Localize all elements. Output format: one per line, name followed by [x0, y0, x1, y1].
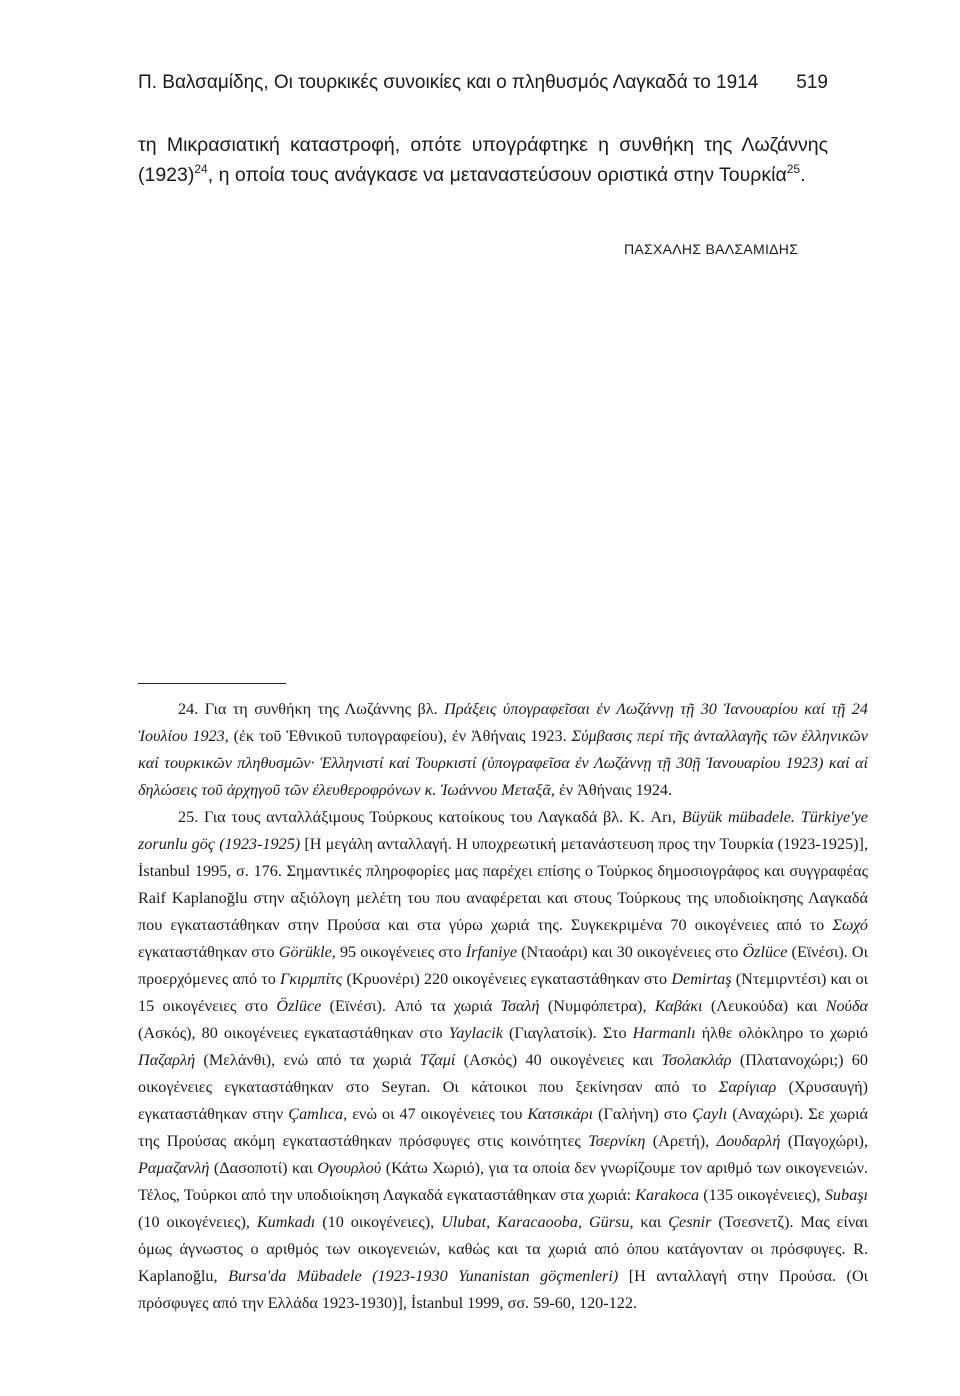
footnote-text: εγκαταστάθηκαν στο: [138, 943, 279, 961]
place-name: Karakoca: [635, 1186, 700, 1204]
footnote-text: (10 οικογένειες),: [138, 1213, 257, 1231]
place-name: Özlüce: [742, 943, 788, 961]
place-name: Harmanlı: [632, 1024, 696, 1042]
footnote-rule: [138, 683, 286, 684]
footnote-text: (Εϊνέσι). Από τα χωριά: [321, 997, 501, 1015]
footnote-text: (Τσεσνετζ). Μας είναι όμως άγνωστος ο αριθμός των οικογενειών, καθώς και τα χωριά από όπου κατάγονταν οι πρόσφυγες. R. Kaplanoğlu,: [138, 1213, 868, 1285]
place-name: Τζαμί: [419, 1051, 456, 1069]
footnote-ref-24[interactable]: 24: [194, 162, 208, 176]
place-name: Çesnir: [668, 1213, 712, 1231]
footnote-24: [138, 696, 868, 804]
footnote-text: Για τη συνθήκη της Λωζάννης βλ.: [204, 700, 445, 718]
footnote-text: (Μελάνθι), ενώ από τα χωριά: [195, 1051, 420, 1069]
footnote-text: (Αναχώρι). Σε χωριά της Προύσας ακόμη εγκαταστάθηκαν πρόσφυγες στις κοινότητες: [138, 1105, 868, 1150]
footnote-text: (Νταοάρι) και 30 οικογένειες στο: [517, 943, 743, 961]
place-name: Subaşı: [824, 1186, 868, 1204]
footnote-text: (Παγοχώρι),: [780, 1132, 868, 1150]
place-name: Νούδα: [825, 997, 868, 1015]
footnote-25: [138, 804, 868, 1317]
place-name: Γκιρμπίτς: [280, 970, 343, 988]
footnote-text: Για τους ανταλλάξιμους Τούρκους κατοίκους του Λαγκαδά βλ. Κ. Arı,: [203, 808, 682, 826]
place-name: Καβάκι: [654, 997, 703, 1015]
footnote-title: Σύμβασις περί τῆς ἀνταλλαγῆς τῶν ἑλληνικῶν καί τουρκικῶν πληθυσμῶν· Ἑλληνιστί καί Τουρκιστί (ὑπογραφεῖσα ἐν Λωζάννῃ τῇ 30ῇ Ἰανουαρίου 1923) καί αἱ δηλώσεις τοῦ ἀρχηγοῦ τῶν ἐλευθεροφρόνων κ. Ἰωάννου Μεταξᾶ: [138, 727, 868, 799]
footnote-text: , και: [629, 1213, 669, 1231]
footnote-text: , ενώ οι 47 οικογένειες του: [343, 1105, 528, 1123]
place-name: Κατσικάρι: [527, 1105, 594, 1123]
place-name: Görükle: [278, 943, 332, 961]
footnote-text: [Η μεγάλη ανταλλαγή. Η υποχρεωτική μετανάστευση προς την Τουρκία (1923-1925)], İstanbul 1995, σ. 176. Σημαντικές πληροφορίες μας παρέχει επίσης ο Τούρκος δημοσιογράφος και συγγραφέας Raif Kaplanoğlu στην αξιόλογη μελέτη του που αναφέρεται και στους Τούρκους της υποδιοίκησης Λαγκαδά που εγκαταστάθηκαν στην Προύσα και στα γύρω χωριά της. Συγκεκριμένα 70 οικογένειες από το: [138, 835, 868, 934]
page-number: 519: [796, 72, 828, 93]
footnote-title: Bursa'da Mübadele (1923-1930 Yunanistan göçmenleri): [228, 1267, 619, 1285]
body-paragraph: [138, 130, 828, 190]
footnote-text: (Χρυσαυγή) εγκαταστάθηκαν στην: [138, 1078, 869, 1123]
place-name: Çamlıca: [288, 1105, 344, 1123]
place-name: Ογουρλού: [317, 1159, 382, 1177]
running-head-title: Π. Βαλσαμίδης, Οι τουρκικές συνοικίες και ο πληθυσμός Λαγκαδά το 1914: [138, 72, 759, 93]
body-text-3: .: [800, 164, 806, 186]
footnote-text: (Πλατανοχώρι;) 60 οικογένειες εγκαταστάθηκαν στο Seyran. Οι κάτοικοι που ξεκίνησαν από το: [138, 1051, 868, 1096]
place-name: İrfaniye: [465, 943, 518, 961]
place-name: Σαρίγιαρ: [718, 1078, 777, 1096]
footnote-text: (Γιαγλατσίκ). Στο: [502, 1024, 633, 1042]
body-text-1: τη Μικρασιατική καταστροφή, οπότε υπογράφτηκε η συνθήκη της Λωζάννης (1923): [138, 134, 828, 186]
footnote-text: (Εϊνέσι). Οι προερχόμενες από το: [138, 943, 868, 988]
footnote-text: (Δασοποτί) και: [209, 1159, 318, 1177]
running-head: [138, 72, 828, 94]
footnote-text: , ἐν Ἀθήναις 1924.: [550, 781, 673, 799]
footnotes: [138, 696, 868, 1317]
footnote-text: [Η ανταλλαγή στην Προύσα. (Οι πρόσφυγες από την Ελλάδα 1923-1930)], İstanbul 1999, σσ. 59-60, 120-122.: [138, 1267, 868, 1312]
footnote-text: (Ασκός) 40 οικογένειες και: [455, 1051, 662, 1069]
place-name: Çaylı: [692, 1105, 728, 1123]
footnote-text: (Ασκός), 80 οικογένειες εγκαταστάθηκαν στο: [138, 1024, 449, 1042]
place-name: Σωχό: [832, 916, 868, 934]
footnote-text: , (ἐκ τοῦ Ἐθνικοῦ τυπογραφείου), ἐν Ἀθήναις 1923.: [224, 727, 572, 745]
place-name: Ραμαζανλή: [138, 1159, 210, 1177]
footnote-text: ήλθε ολόκληρο το χωριό: [695, 1024, 868, 1042]
footnote-text: (Κάτω Χωριό), για τα οποία δεν γνωρίζουμε τον αριθμό των οικογενειών. Τέλος, Τούρκοι από την υποδιοίκηση Λαγκαδά εγκαταστάθηκαν στα χωριά:: [138, 1159, 868, 1204]
place-name: Παζαρλή: [138, 1051, 196, 1069]
place-name: Δουδαρλή: [716, 1132, 781, 1150]
place-name: Τσαλή: [500, 997, 540, 1015]
place-name: Yaylacik: [448, 1024, 503, 1042]
place-name: Τσολακλάρ: [661, 1051, 732, 1069]
body-text-2: , η οποία τους ανάγκασε να μεταναστεύσουν οριστικά στην Τουρκία: [207, 164, 787, 186]
place-name: Τσερνίκη: [588, 1132, 646, 1150]
author-signature: ΠΑΣΧΑΛΗΣ ΒΑΛΣΑΜΙΔΗΣ: [624, 241, 799, 257]
footnote-text: , 95 οικογένειες στο: [331, 943, 466, 961]
footnote-text: (10 οικογένειες),: [315, 1213, 442, 1231]
place-name: Kumkadı: [256, 1213, 316, 1231]
place-name: Demirtaş: [671, 970, 732, 988]
footnote-ref-25[interactable]: 25: [786, 162, 801, 176]
footnote-title: Büyük mübadele. Türkiye'ye zorunlu göç (1923-1925): [138, 808, 868, 853]
footnote-label: 24.: [178, 700, 199, 718]
footnote-text: (135 οικογένειες),: [699, 1186, 825, 1204]
footnote-text: (Νυμφόπετρα),: [539, 997, 655, 1015]
footnote-text: (Λευκούδα) και: [702, 997, 826, 1015]
place-name: Ulubat, Karacaooba, Gürsu: [441, 1213, 630, 1231]
footnote-title: Πράξεις ὑπογραφεῖσαι ἐν Λωζάννῃ τῇ 30 Ἰανουαρίου καί τῇ 24 Ἰουλίου 1923: [138, 700, 868, 745]
footnote-text: (Ντεμιρντέσι) και οι 15 οικογένειες στο: [138, 970, 868, 1015]
footnote-text: (Γαλήνη) στο: [593, 1105, 693, 1123]
footnote-label: 25.: [178, 808, 199, 826]
place-name: Özlüce: [276, 997, 322, 1015]
footnote-text: (Κρυονέρι) 220 οικογένειες εγκαταστάθηκαν στο: [342, 970, 672, 988]
footnote-text: (Αρετή),: [645, 1132, 717, 1150]
